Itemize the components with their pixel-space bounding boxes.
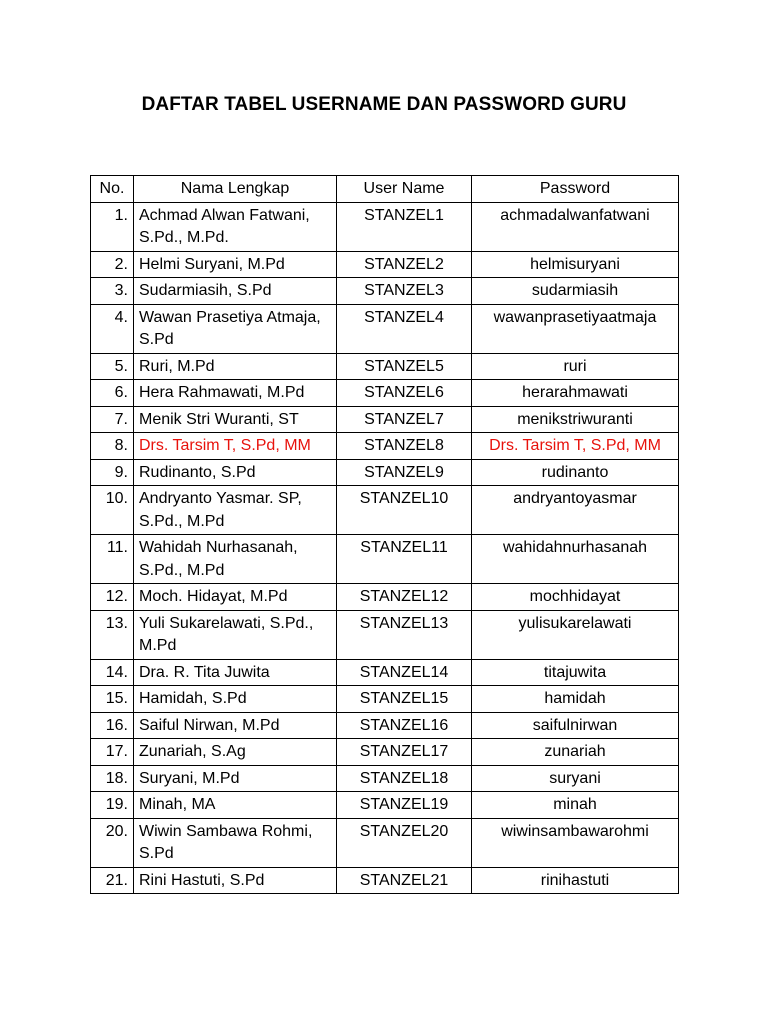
table-row bbox=[91, 433, 679, 460]
full-name-cell: Rudinanto, S.Pd bbox=[134, 459, 337, 486]
password-cell: wawanprasetiyaatmaja bbox=[472, 304, 679, 353]
table-row bbox=[91, 406, 679, 433]
username-cell: STANZEL5 bbox=[337, 353, 472, 380]
row-number-cell: 4. bbox=[91, 304, 134, 353]
full-name-cell: Hamidah, S.Pd bbox=[134, 686, 337, 713]
username-cell: STANZEL20 bbox=[337, 818, 472, 867]
username-cell: STANZEL14 bbox=[337, 659, 472, 686]
full-name-cell: Moch. Hidayat, M.Pd bbox=[134, 584, 337, 611]
full-name-cell: Dra. R. Tita Juwita bbox=[134, 659, 337, 686]
username-cell: STANZEL4 bbox=[337, 304, 472, 353]
password-cell: ruri bbox=[472, 353, 679, 380]
full-name-cell: Rini Hastuti, S.Pd bbox=[134, 867, 337, 894]
password-cell: menikstriwuranti bbox=[472, 406, 679, 433]
table-row bbox=[91, 610, 679, 659]
full-name-cell: Sudarmiasih, S.Pd bbox=[134, 278, 337, 305]
username-cell: STANZEL2 bbox=[337, 251, 472, 278]
username-cell: STANZEL8 bbox=[337, 433, 472, 460]
row-number-cell: 12. bbox=[91, 584, 134, 611]
table-row bbox=[91, 202, 679, 251]
row-number-cell: 5. bbox=[91, 353, 134, 380]
table-row bbox=[91, 278, 679, 305]
full-name-cell: Hera Rahmawati, M.Pd bbox=[134, 380, 337, 407]
table-row bbox=[91, 818, 679, 867]
password-cell: achmadalwanfatwani bbox=[472, 202, 679, 251]
username-cell: STANZEL7 bbox=[337, 406, 472, 433]
row-number-cell: 17. bbox=[91, 739, 134, 766]
password-cell: Drs. Tarsim T, S.Pd, MM bbox=[472, 433, 679, 460]
full-name-cell: Achmad Alwan Fatwani, S.Pd., M.Pd. bbox=[134, 202, 337, 251]
row-number-cell: 9. bbox=[91, 459, 134, 486]
credentials-table bbox=[90, 175, 679, 894]
full-name-cell: Minah, MA bbox=[134, 792, 337, 819]
row-number-cell: 7. bbox=[91, 406, 134, 433]
row-number-cell: 2. bbox=[91, 251, 134, 278]
full-name-cell: Ruri, M.Pd bbox=[134, 353, 337, 380]
password-cell: sudarmiasih bbox=[472, 278, 679, 305]
password-cell: wiwinsambawarohmi bbox=[472, 818, 679, 867]
full-name-cell: Wawan Prasetiya Atmaja, S.Pd bbox=[134, 304, 337, 353]
password-cell: rinihastuti bbox=[472, 867, 679, 894]
password-cell: saifulnirwan bbox=[472, 712, 679, 739]
password-cell: herarahmawati bbox=[472, 380, 679, 407]
page-title: DAFTAR TABEL USERNAME DAN PASSWORD GURU bbox=[141, 94, 627, 115]
row-number-cell: 15. bbox=[91, 686, 134, 713]
username-cell: STANZEL16 bbox=[337, 712, 472, 739]
username-cell: STANZEL17 bbox=[337, 739, 472, 766]
password-cell: andryantoyasmar bbox=[472, 486, 679, 535]
full-name-cell: Yuli Sukarelawati, S.Pd., M.Pd bbox=[134, 610, 337, 659]
table-row bbox=[91, 739, 679, 766]
row-number-cell: 8. bbox=[91, 433, 134, 460]
password-cell: zunariah bbox=[472, 739, 679, 766]
table-row bbox=[91, 686, 679, 713]
username-cell: STANZEL9 bbox=[337, 459, 472, 486]
full-name-cell: Helmi Suryani, M.Pd bbox=[134, 251, 337, 278]
password-cell: helmisuryani bbox=[472, 251, 679, 278]
password-cell: rudinanto bbox=[472, 459, 679, 486]
header-nama-lengkap: Nama Lengkap bbox=[134, 176, 337, 203]
table-row bbox=[91, 380, 679, 407]
username-cell: STANZEL12 bbox=[337, 584, 472, 611]
table-row bbox=[91, 765, 679, 792]
header-password: Password bbox=[472, 176, 679, 203]
username-cell: STANZEL10 bbox=[337, 486, 472, 535]
full-name-cell: Wahidah Nurhasanah, S.Pd., M.Pd bbox=[134, 535, 337, 584]
username-cell: STANZEL11 bbox=[337, 535, 472, 584]
table-body bbox=[91, 202, 679, 894]
table-row bbox=[91, 659, 679, 686]
table-row bbox=[91, 584, 679, 611]
table-row bbox=[91, 459, 679, 486]
full-name-cell: Drs. Tarsim T, S.Pd, MM bbox=[134, 433, 337, 460]
row-number-cell: 19. bbox=[91, 792, 134, 819]
full-name-cell: Wiwin Sambawa Rohmi, S.Pd bbox=[134, 818, 337, 867]
row-number-cell: 16. bbox=[91, 712, 134, 739]
table-row bbox=[91, 867, 679, 894]
password-cell: wahidahnurhasanah bbox=[472, 535, 679, 584]
username-cell: STANZEL21 bbox=[337, 867, 472, 894]
password-cell: titajuwita bbox=[472, 659, 679, 686]
username-cell: STANZEL19 bbox=[337, 792, 472, 819]
table-row bbox=[91, 712, 679, 739]
table-row bbox=[91, 251, 679, 278]
password-cell: hamidah bbox=[472, 686, 679, 713]
row-number-cell: 1. bbox=[91, 202, 134, 251]
username-cell: STANZEL3 bbox=[337, 278, 472, 305]
password-cell: mochhidayat bbox=[472, 584, 679, 611]
table-row bbox=[91, 792, 679, 819]
header-no: No. bbox=[91, 176, 134, 203]
table-row bbox=[91, 486, 679, 535]
table-row bbox=[91, 304, 679, 353]
username-cell: STANZEL13 bbox=[337, 610, 472, 659]
password-cell: minah bbox=[472, 792, 679, 819]
full-name-cell: Saiful Nirwan, M.Pd bbox=[134, 712, 337, 739]
row-number-cell: 6. bbox=[91, 380, 134, 407]
password-cell: suryani bbox=[472, 765, 679, 792]
password-cell: yulisukarelawati bbox=[472, 610, 679, 659]
header-user-name: User Name bbox=[337, 176, 472, 203]
row-number-cell: 21. bbox=[91, 867, 134, 894]
table-header-row bbox=[91, 176, 679, 203]
table-row bbox=[91, 353, 679, 380]
table-row bbox=[91, 535, 679, 584]
row-number-cell: 18. bbox=[91, 765, 134, 792]
full-name-cell: Menik Stri Wuranti, ST bbox=[134, 406, 337, 433]
username-cell: STANZEL18 bbox=[337, 765, 472, 792]
row-number-cell: 11. bbox=[91, 535, 134, 584]
username-cell: STANZEL6 bbox=[337, 380, 472, 407]
row-number-cell: 14. bbox=[91, 659, 134, 686]
row-number-cell: 13. bbox=[91, 610, 134, 659]
row-number-cell: 10. bbox=[91, 486, 134, 535]
username-cell: STANZEL15 bbox=[337, 686, 472, 713]
username-cell: STANZEL1 bbox=[337, 202, 472, 251]
full-name-cell: Andryanto Yasmar. SP, S.Pd., M.Pd bbox=[134, 486, 337, 535]
row-number-cell: 3. bbox=[91, 278, 134, 305]
row-number-cell: 20. bbox=[91, 818, 134, 867]
full-name-cell: Suryani, M.Pd bbox=[134, 765, 337, 792]
full-name-cell: Zunariah, S.Ag bbox=[134, 739, 337, 766]
